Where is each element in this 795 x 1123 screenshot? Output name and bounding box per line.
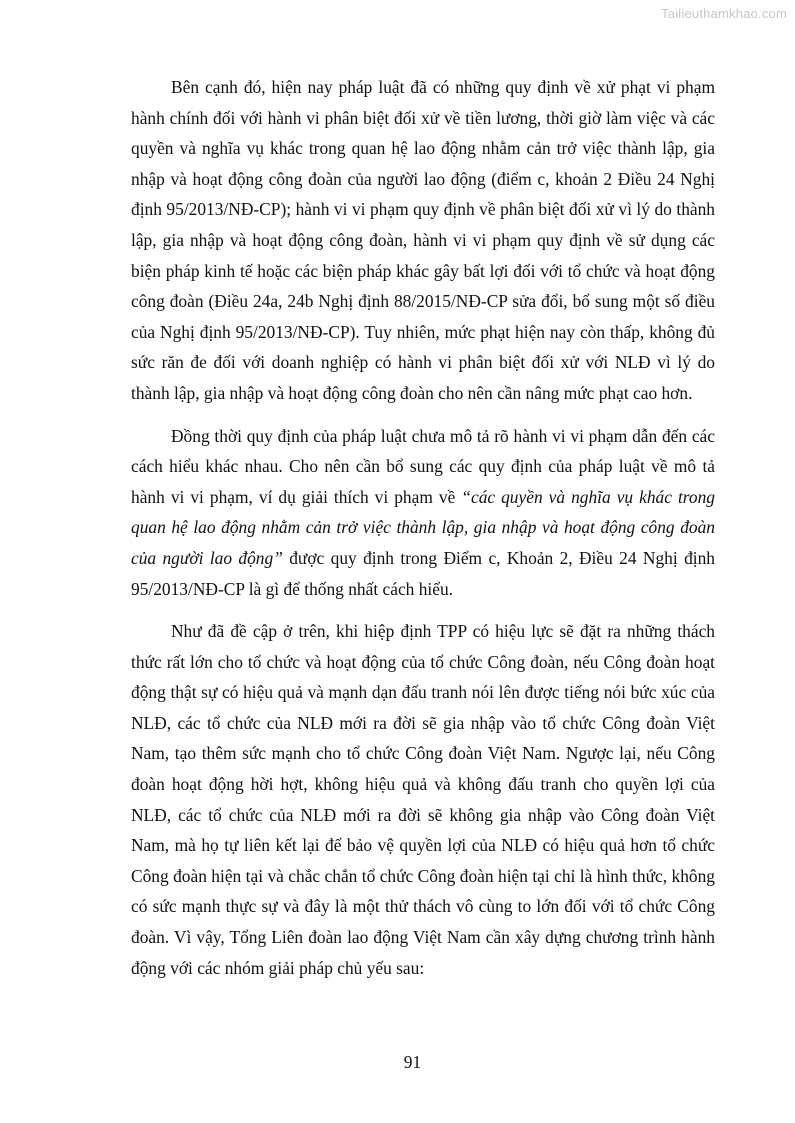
- paragraph-definitions: [131, 421, 715, 605]
- paragraph-definitions-lead: Đồng thời quy định của pháp luật chưa mô tả rõ hành vi vi phạm dẫn đến các cách hiểu khác nhau. Cho nên cần bổ sung các quy định của pháp luật về mô tả hành vi vi phạm, ví dụ giải thích vi phạm về: [131, 425, 715, 507]
- document-body: [131, 72, 715, 995]
- watermark-text: Tailieuthamkhao.com: [661, 6, 787, 21]
- page-number: 91: [403, 1052, 422, 1072]
- paragraph-tpp-challenges: Như đã đề cập ở trên, khi hiệp định TPP có hiệu lực sẽ đặt ra những thách thức rất lớn cho tổ chức và hoạt động của tổ chức Công đoàn, nếu Công đoàn hoạt động thật sự có hiệu quả và mạnh dạn đấu tranh nói lên được tiếng nói bức xúc của NLĐ, các tổ chức của NLĐ mới ra đời sẽ gia nhập vào tổ chức Công đoàn Việt Nam, tạo thêm sức mạnh cho tổ chức Công đoàn Việt Nam. Ngược lại, nếu Công đoàn hoạt động hời hợt, không hiệu quả và không đấu tranh cho quyền lợi của NLĐ, các tổ chức của NLĐ mới ra đời sẽ không gia nhập vào Công đoàn Việt Nam, mà họ tự liên kết lại để bảo vệ quyền lợi của NLĐ có hiệu quả hơn tổ chức Công đoàn hiện tại và chắc chắn tổ chức Công đoàn hiện tại chỉ là hình thức, không có sức mạnh thực sự và đây là một thử thách vô cùng to lớn đối với tổ chức Công đoàn. Vì vậy, Tổng Liên đoàn lao động Việt Nam cần xây dựng chương trình hành động với các nhóm giải pháp chủ yếu sau:: [131, 621, 715, 978]
- quoted-provision: “các quyền và nghĩa vụ khác trong quan hệ lao động nhằm cản trở việc thành lập, gia nhập và hoạt động công đoàn của người lao động”: [131, 486, 715, 568]
- paragraph-penalties: Bên cạnh đó, hiện nay pháp luật đã có những quy định về xử phạt vi phạm hành chính đối với hành vi phân biệt đối xử về tiền lương, thời giờ làm việc và các quyền và nghĩa vụ khác trong quan hệ lao động nhằm cản trở việc thành lập, gia nhập và hoạt động công đoàn của người lao động (điểm c, khoản 2 Điều 24 Nghị định 95/2013/NĐ-CP); hành vi vi phạm quy định về phân biệt đối xử vì lý do thành lập, gia nhập và hoạt động công đoàn, hành vi vi phạm quy định về sử dụng các biện pháp kinh tế hoặc các biện pháp khác gây bất lợi đối với tổ chức và hoạt động công đoàn (Điều 24a, 24b Nghị định 88/2015/NĐ-CP sửa đổi, bổ sung một số điều của Nghị định 95/2013/NĐ-CP). Tuy nhiên, mức phạt hiện nay còn thấp, không đủ sức răn đe đối với doanh nghiệp có hành vi phân biệt đối xử với NLĐ vì lý do thành lập, gia nhập và hoạt động công đoàn cho nên cần nâng mức phạt cao hơn.: [131, 77, 715, 403]
- paragraph-definitions-tail: được quy định trong Điểm c, Khoản 2, Điều 24 Nghị định 95/2013/NĐ-CP là gì để thống nhất cách hiểu.: [131, 547, 715, 599]
